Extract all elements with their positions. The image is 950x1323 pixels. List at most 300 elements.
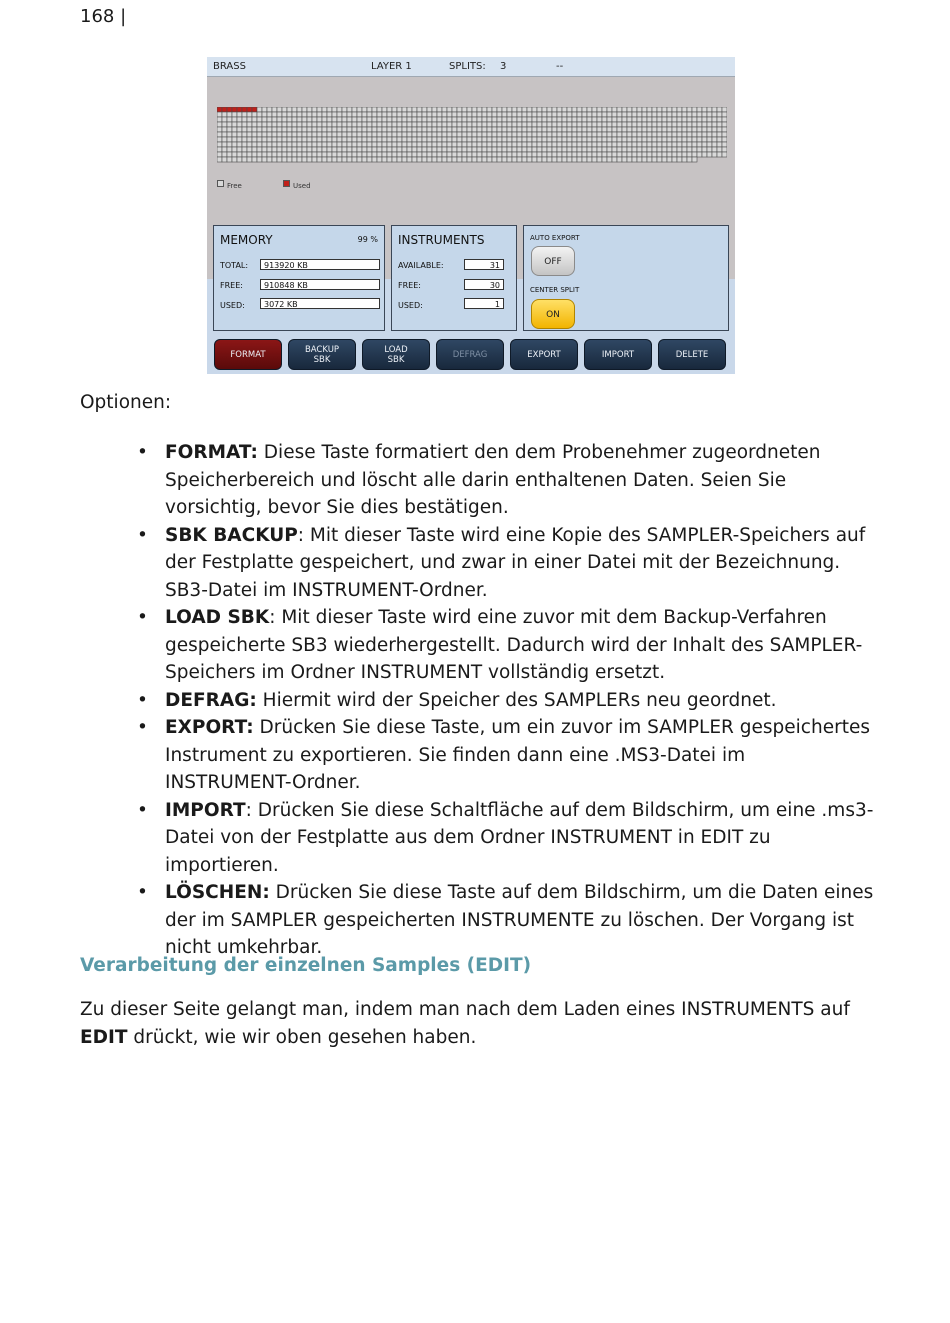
free-memory-block bbox=[422, 142, 427, 147]
free-memory-block bbox=[242, 157, 247, 162]
free-memory-block bbox=[417, 127, 422, 132]
free-memory-block bbox=[672, 152, 677, 157]
free-memory-block bbox=[302, 137, 307, 142]
free-memory-block bbox=[412, 147, 417, 152]
free-memory-block bbox=[692, 152, 697, 157]
backup-sbk-button[interactable]: BACKUP SBK bbox=[288, 339, 356, 370]
free-memory-block bbox=[392, 112, 397, 117]
free-memory-block bbox=[272, 107, 277, 112]
free-memory-block bbox=[352, 142, 357, 147]
free-memory-block bbox=[632, 107, 637, 112]
free-memory-block bbox=[392, 137, 397, 142]
free-memory-block bbox=[567, 107, 572, 112]
free-memory-block bbox=[607, 137, 612, 142]
free-memory-block bbox=[677, 152, 682, 157]
free-memory-block bbox=[452, 137, 457, 142]
free-memory-block bbox=[332, 147, 337, 152]
free-memory-block bbox=[317, 122, 322, 127]
free-memory-block bbox=[367, 137, 372, 142]
free-memory-block bbox=[437, 117, 442, 122]
free-memory-block bbox=[302, 127, 307, 132]
free-memory-block bbox=[437, 137, 442, 142]
free-memory-block bbox=[302, 147, 307, 152]
free-memory-block bbox=[562, 127, 567, 132]
page-number: 168 | bbox=[80, 6, 127, 27]
free-memory-block bbox=[467, 127, 472, 132]
free-memory-block bbox=[297, 122, 302, 127]
free-memory-block bbox=[507, 137, 512, 142]
free-memory-block bbox=[352, 107, 357, 112]
free-memory-block bbox=[227, 147, 232, 152]
free-memory-block bbox=[477, 127, 482, 132]
free-memory-block bbox=[397, 132, 402, 137]
free-memory-block bbox=[272, 132, 277, 137]
free-memory-block bbox=[622, 112, 627, 117]
free-memory-block bbox=[517, 157, 522, 162]
free-memory-block bbox=[547, 137, 552, 142]
free-memory-block bbox=[627, 132, 632, 137]
free-memory-block bbox=[337, 137, 342, 142]
free-memory-block bbox=[252, 117, 257, 122]
free-memory-block bbox=[657, 112, 662, 117]
free-memory-block bbox=[252, 132, 257, 137]
free-memory-block bbox=[497, 142, 502, 147]
free-memory-block bbox=[227, 142, 232, 147]
free-memory-block bbox=[387, 107, 392, 112]
free-memory-block bbox=[602, 112, 607, 117]
free-memory-block bbox=[707, 132, 712, 137]
free-memory-block bbox=[272, 142, 277, 147]
free-memory-block bbox=[557, 127, 562, 132]
free-memory-block bbox=[617, 157, 622, 162]
free-memory-block bbox=[447, 152, 452, 157]
free-memory-block bbox=[222, 137, 227, 142]
free-memory-block bbox=[337, 152, 342, 157]
free-memory-block bbox=[457, 132, 462, 137]
free-memory-block bbox=[412, 112, 417, 117]
free-memory-block bbox=[342, 152, 347, 157]
free-memory-block bbox=[427, 107, 432, 112]
free-memory-block bbox=[257, 152, 262, 157]
free-memory-block bbox=[257, 117, 262, 122]
free-memory-block bbox=[297, 157, 302, 162]
free-memory-block bbox=[262, 152, 267, 157]
free-memory-block bbox=[297, 117, 302, 122]
free-memory-block bbox=[687, 107, 692, 112]
free-memory-block bbox=[632, 122, 637, 127]
free-memory-block bbox=[397, 152, 402, 157]
free-memory-block bbox=[252, 112, 257, 117]
free-memory-block bbox=[512, 137, 517, 142]
free-memory-block bbox=[697, 107, 702, 112]
free-memory-block bbox=[652, 157, 657, 162]
free-memory-block bbox=[372, 132, 377, 137]
free-memory-block bbox=[637, 122, 642, 127]
free-memory-block bbox=[442, 152, 447, 157]
free-memory-block bbox=[437, 132, 442, 137]
free-memory-block bbox=[357, 112, 362, 117]
free-memory-block bbox=[617, 137, 622, 142]
free-memory-block bbox=[367, 132, 372, 137]
free-memory-block bbox=[702, 127, 707, 132]
free-memory-block bbox=[527, 142, 532, 147]
list-item bbox=[137, 797, 877, 880]
free-memory-block bbox=[447, 107, 452, 112]
free-memory-block bbox=[662, 127, 667, 132]
free-memory-block bbox=[417, 132, 422, 137]
free-memory-block bbox=[467, 147, 472, 152]
free-memory-block bbox=[352, 117, 357, 122]
free-memory-block bbox=[717, 137, 722, 142]
free-memory-block bbox=[572, 112, 577, 117]
free-memory-block bbox=[562, 132, 567, 137]
free-memory-block bbox=[547, 117, 552, 122]
free-memory-block bbox=[457, 107, 462, 112]
free-memory-block bbox=[432, 157, 437, 162]
free-memory-block bbox=[597, 157, 602, 162]
free-memory-block bbox=[657, 117, 662, 122]
free-memory-block bbox=[627, 137, 632, 142]
free-memory-block bbox=[627, 127, 632, 132]
free-memory-block bbox=[517, 147, 522, 152]
free-memory-block bbox=[452, 132, 457, 137]
free-memory-block bbox=[222, 132, 227, 137]
free-memory-block bbox=[577, 132, 582, 137]
free-memory-block bbox=[592, 117, 597, 122]
free-memory-block bbox=[312, 112, 317, 117]
free-memory-block bbox=[477, 117, 482, 122]
free-memory-block bbox=[312, 132, 317, 137]
free-memory-block bbox=[572, 157, 577, 162]
free-memory-block bbox=[482, 142, 487, 147]
free-memory-block bbox=[402, 132, 407, 137]
para-bold: EDIT bbox=[80, 1026, 128, 1048]
free-memory-block bbox=[307, 122, 312, 127]
free-memory-block bbox=[337, 132, 342, 137]
free-memory-block bbox=[247, 117, 252, 122]
free-memory-block bbox=[237, 132, 242, 137]
free-memory-block bbox=[222, 112, 227, 117]
free-memory-block bbox=[357, 132, 362, 137]
free-memory-block bbox=[637, 132, 642, 137]
free-memory-block bbox=[602, 127, 607, 132]
free-memory-block bbox=[597, 112, 602, 117]
free-memory-block bbox=[627, 122, 632, 127]
free-memory-block bbox=[342, 132, 347, 137]
free-memory-block bbox=[532, 157, 537, 162]
free-memory-block bbox=[642, 147, 647, 152]
free-memory-block bbox=[542, 117, 547, 122]
free-memory-block bbox=[582, 132, 587, 137]
free-memory-block bbox=[237, 112, 242, 117]
auto-export-label: AUTO EXPORT bbox=[530, 234, 580, 242]
free-memory-block bbox=[342, 127, 347, 132]
free-memory-block bbox=[387, 127, 392, 132]
free-memory-block bbox=[507, 117, 512, 122]
free-memory-block bbox=[592, 112, 597, 117]
free-memory-block bbox=[487, 122, 492, 127]
free-memory-block bbox=[272, 147, 277, 152]
free-memory-block bbox=[477, 152, 482, 157]
free-memory-block bbox=[282, 132, 287, 137]
free-memory-block bbox=[412, 107, 417, 112]
free-memory-block bbox=[522, 157, 527, 162]
free-memory-block bbox=[532, 147, 537, 152]
free-memory-block bbox=[377, 107, 382, 112]
free-memory-block bbox=[582, 127, 587, 132]
free-memory-block bbox=[482, 122, 487, 127]
defrag-button[interactable]: DEFRAG bbox=[436, 339, 504, 370]
free-memory-block bbox=[347, 132, 352, 137]
free-memory-block bbox=[657, 127, 662, 132]
free-memory-block bbox=[337, 117, 342, 122]
free-memory-block bbox=[647, 147, 652, 152]
bullet-text: Diese Taste formatiert den dem Probenehmer zugeordneten Speicherbereich und löscht alle darin enthaltenen Daten. Seien Sie vorsichtig, bevor Sie dies bestätigen. bbox=[165, 442, 821, 518]
free-memory-block bbox=[232, 152, 237, 157]
auto-export-toggle[interactable]: OFF bbox=[531, 246, 575, 276]
free-memory-block bbox=[387, 147, 392, 152]
free-memory-block bbox=[337, 122, 342, 127]
free-memory-block bbox=[492, 147, 497, 152]
free-memory-block bbox=[242, 142, 247, 147]
free-memory-block bbox=[362, 132, 367, 137]
free-memory-block bbox=[322, 127, 327, 132]
free-memory-block bbox=[242, 112, 247, 117]
free-memory-block bbox=[387, 137, 392, 142]
format-button[interactable]: FORMAT bbox=[214, 339, 282, 370]
free-memory-block bbox=[267, 132, 272, 137]
instruments-panel bbox=[391, 225, 517, 331]
free-memory-block bbox=[332, 127, 337, 132]
free-memory-block bbox=[712, 152, 717, 157]
free-memory-block bbox=[512, 107, 517, 112]
free-memory-block bbox=[377, 112, 382, 117]
free-memory-block bbox=[662, 117, 667, 122]
free-memory-block bbox=[357, 122, 362, 127]
free-memory-block bbox=[517, 152, 522, 157]
free-memory-block bbox=[617, 152, 622, 157]
free-memory-block bbox=[267, 157, 272, 162]
delete-button[interactable]: DELETE bbox=[658, 339, 726, 370]
free-memory-block bbox=[392, 117, 397, 122]
free-memory-block bbox=[672, 157, 677, 162]
free-memory-block bbox=[587, 107, 592, 112]
free-memory-block bbox=[397, 117, 402, 122]
memory-free-field: 910848 KB bbox=[260, 279, 380, 290]
free-memory-block bbox=[327, 157, 332, 162]
free-memory-block bbox=[722, 142, 727, 147]
free-memory-block bbox=[652, 127, 657, 132]
free-memory-block bbox=[562, 142, 567, 147]
free-memory-block bbox=[517, 132, 522, 137]
free-memory-block bbox=[427, 112, 432, 117]
free-memory-block bbox=[627, 142, 632, 147]
free-memory-block bbox=[487, 147, 492, 152]
free-memory-block bbox=[522, 117, 527, 122]
free-memory-block bbox=[352, 152, 357, 157]
free-memory-block bbox=[712, 127, 717, 132]
free-memory-block bbox=[407, 152, 412, 157]
free-memory-block bbox=[577, 157, 582, 162]
free-memory-block bbox=[547, 142, 552, 147]
free-memory-block bbox=[262, 157, 267, 162]
free-memory-block bbox=[357, 157, 362, 162]
free-memory-block bbox=[477, 132, 482, 137]
free-memory-block bbox=[692, 112, 697, 117]
free-memory-block bbox=[582, 142, 587, 147]
free-memory-block bbox=[267, 152, 272, 157]
free-memory-block bbox=[272, 157, 277, 162]
free-memory-block bbox=[407, 142, 412, 147]
free-memory-block bbox=[562, 152, 567, 157]
free-memory-block bbox=[277, 112, 282, 117]
free-memory-block bbox=[652, 132, 657, 137]
free-memory-block bbox=[482, 127, 487, 132]
free-memory-block bbox=[377, 127, 382, 132]
free-memory-block bbox=[332, 137, 337, 142]
free-memory-block bbox=[332, 122, 337, 127]
free-memory-block bbox=[517, 117, 522, 122]
free-memory-block bbox=[647, 122, 652, 127]
free-memory-block bbox=[567, 132, 572, 137]
free-memory-block bbox=[302, 112, 307, 117]
free-memory-block bbox=[612, 127, 617, 132]
free-memory-block bbox=[432, 147, 437, 152]
free-memory-block bbox=[502, 112, 507, 117]
free-memory-block bbox=[412, 152, 417, 157]
free-memory-block bbox=[397, 137, 402, 142]
free-memory-block bbox=[652, 142, 657, 147]
free-memory-block bbox=[362, 107, 367, 112]
free-memory-block bbox=[632, 117, 637, 122]
free-memory-block bbox=[382, 152, 387, 157]
free-memory-block bbox=[542, 107, 547, 112]
free-memory-block bbox=[722, 152, 727, 157]
free-memory-block bbox=[532, 152, 537, 157]
free-memory-block bbox=[602, 107, 607, 112]
free-memory-block bbox=[292, 142, 297, 147]
splits-value: 3 bbox=[500, 61, 507, 72]
free-memory-block bbox=[342, 122, 347, 127]
free-memory-block bbox=[642, 137, 647, 142]
free-memory-block bbox=[287, 127, 292, 132]
free-memory-block bbox=[612, 147, 617, 152]
free-memory-block bbox=[547, 122, 552, 127]
free-memory-block bbox=[492, 132, 497, 137]
free-memory-block bbox=[262, 147, 267, 152]
list-item bbox=[137, 522, 877, 605]
free-memory-block bbox=[522, 112, 527, 117]
free-memory-block bbox=[467, 142, 472, 147]
free-memory-block bbox=[277, 122, 282, 127]
free-memory-block bbox=[467, 122, 472, 127]
free-memory-block bbox=[722, 132, 727, 137]
free-memory-block bbox=[407, 112, 412, 117]
free-memory-block bbox=[257, 112, 262, 117]
free-memory-block bbox=[337, 127, 342, 132]
free-memory-block bbox=[472, 147, 477, 152]
free-memory-block bbox=[487, 127, 492, 132]
free-memory-block bbox=[707, 147, 712, 152]
free-memory-block bbox=[647, 112, 652, 117]
free-memory-block bbox=[642, 112, 647, 117]
free-memory-block bbox=[312, 117, 317, 122]
center-split-toggle[interactable]: ON bbox=[531, 299, 575, 329]
free-memory-block bbox=[442, 157, 447, 162]
free-memory-block bbox=[322, 107, 327, 112]
free-memory-block bbox=[232, 112, 237, 117]
free-memory-block bbox=[422, 132, 427, 137]
free-memory-block bbox=[292, 157, 297, 162]
free-memory-block bbox=[542, 112, 547, 117]
free-memory-block bbox=[612, 117, 617, 122]
free-memory-block bbox=[282, 152, 287, 157]
free-memory-block bbox=[467, 157, 472, 162]
import-button[interactable]: IMPORT bbox=[584, 339, 652, 370]
free-memory-block bbox=[432, 117, 437, 122]
free-memory-block bbox=[462, 142, 467, 147]
bullet-term: SBK BACKUP bbox=[165, 524, 298, 546]
free-memory-block bbox=[502, 142, 507, 147]
free-memory-block bbox=[687, 142, 692, 147]
free-memory-block bbox=[332, 107, 337, 112]
load-sbk-button[interactable]: LOAD SBK bbox=[362, 339, 430, 370]
free-memory-block bbox=[547, 127, 552, 132]
free-memory-block bbox=[327, 142, 332, 147]
bullet-text: Drücken Sie diese Taste auf dem Bildschirm, um die Daten eines der im SAMPLER gespeicherten INSTRUMENTE zu löschen. Der Vorgang ist nicht umkehrbar. bbox=[165, 882, 874, 958]
free-memory-block bbox=[462, 127, 467, 132]
free-memory-block bbox=[362, 152, 367, 157]
free-memory-block bbox=[682, 147, 687, 152]
free-memory-block bbox=[417, 107, 422, 112]
free-memory-block bbox=[532, 112, 537, 117]
sampler-header bbox=[207, 57, 735, 76]
free-memory-block bbox=[332, 117, 337, 122]
free-memory-block bbox=[677, 142, 682, 147]
free-memory-block bbox=[452, 122, 457, 127]
bullet-term: DEFRAG: bbox=[165, 689, 257, 711]
free-memory-block bbox=[692, 142, 697, 147]
free-memory-block bbox=[597, 127, 602, 132]
free-memory-block bbox=[637, 117, 642, 122]
free-memory-block bbox=[697, 112, 702, 117]
free-memory-block bbox=[662, 137, 667, 142]
free-memory-block bbox=[507, 152, 512, 157]
free-memory-block bbox=[402, 117, 407, 122]
free-memory-block bbox=[442, 112, 447, 117]
free-memory-block bbox=[232, 122, 237, 127]
free-memory-block bbox=[587, 142, 592, 147]
list-item bbox=[137, 687, 877, 715]
free-memory-block bbox=[657, 122, 662, 127]
free-memory-block bbox=[707, 122, 712, 127]
free-memory-block bbox=[432, 122, 437, 127]
free-memory-block bbox=[632, 112, 637, 117]
free-memory-block bbox=[617, 142, 622, 147]
export-button[interactable]: EXPORT bbox=[510, 339, 578, 370]
free-memory-block bbox=[562, 122, 567, 127]
free-memory-block bbox=[312, 107, 317, 112]
free-memory-block bbox=[617, 107, 622, 112]
optionen-label: Optionen: bbox=[80, 392, 172, 413]
free-memory-block bbox=[492, 112, 497, 117]
free-memory-block bbox=[637, 107, 642, 112]
free-memory-block bbox=[667, 122, 672, 127]
free-memory-block bbox=[322, 152, 327, 157]
free-memory-block bbox=[227, 132, 232, 137]
free-memory-block bbox=[697, 132, 702, 137]
free-memory-block bbox=[672, 137, 677, 142]
